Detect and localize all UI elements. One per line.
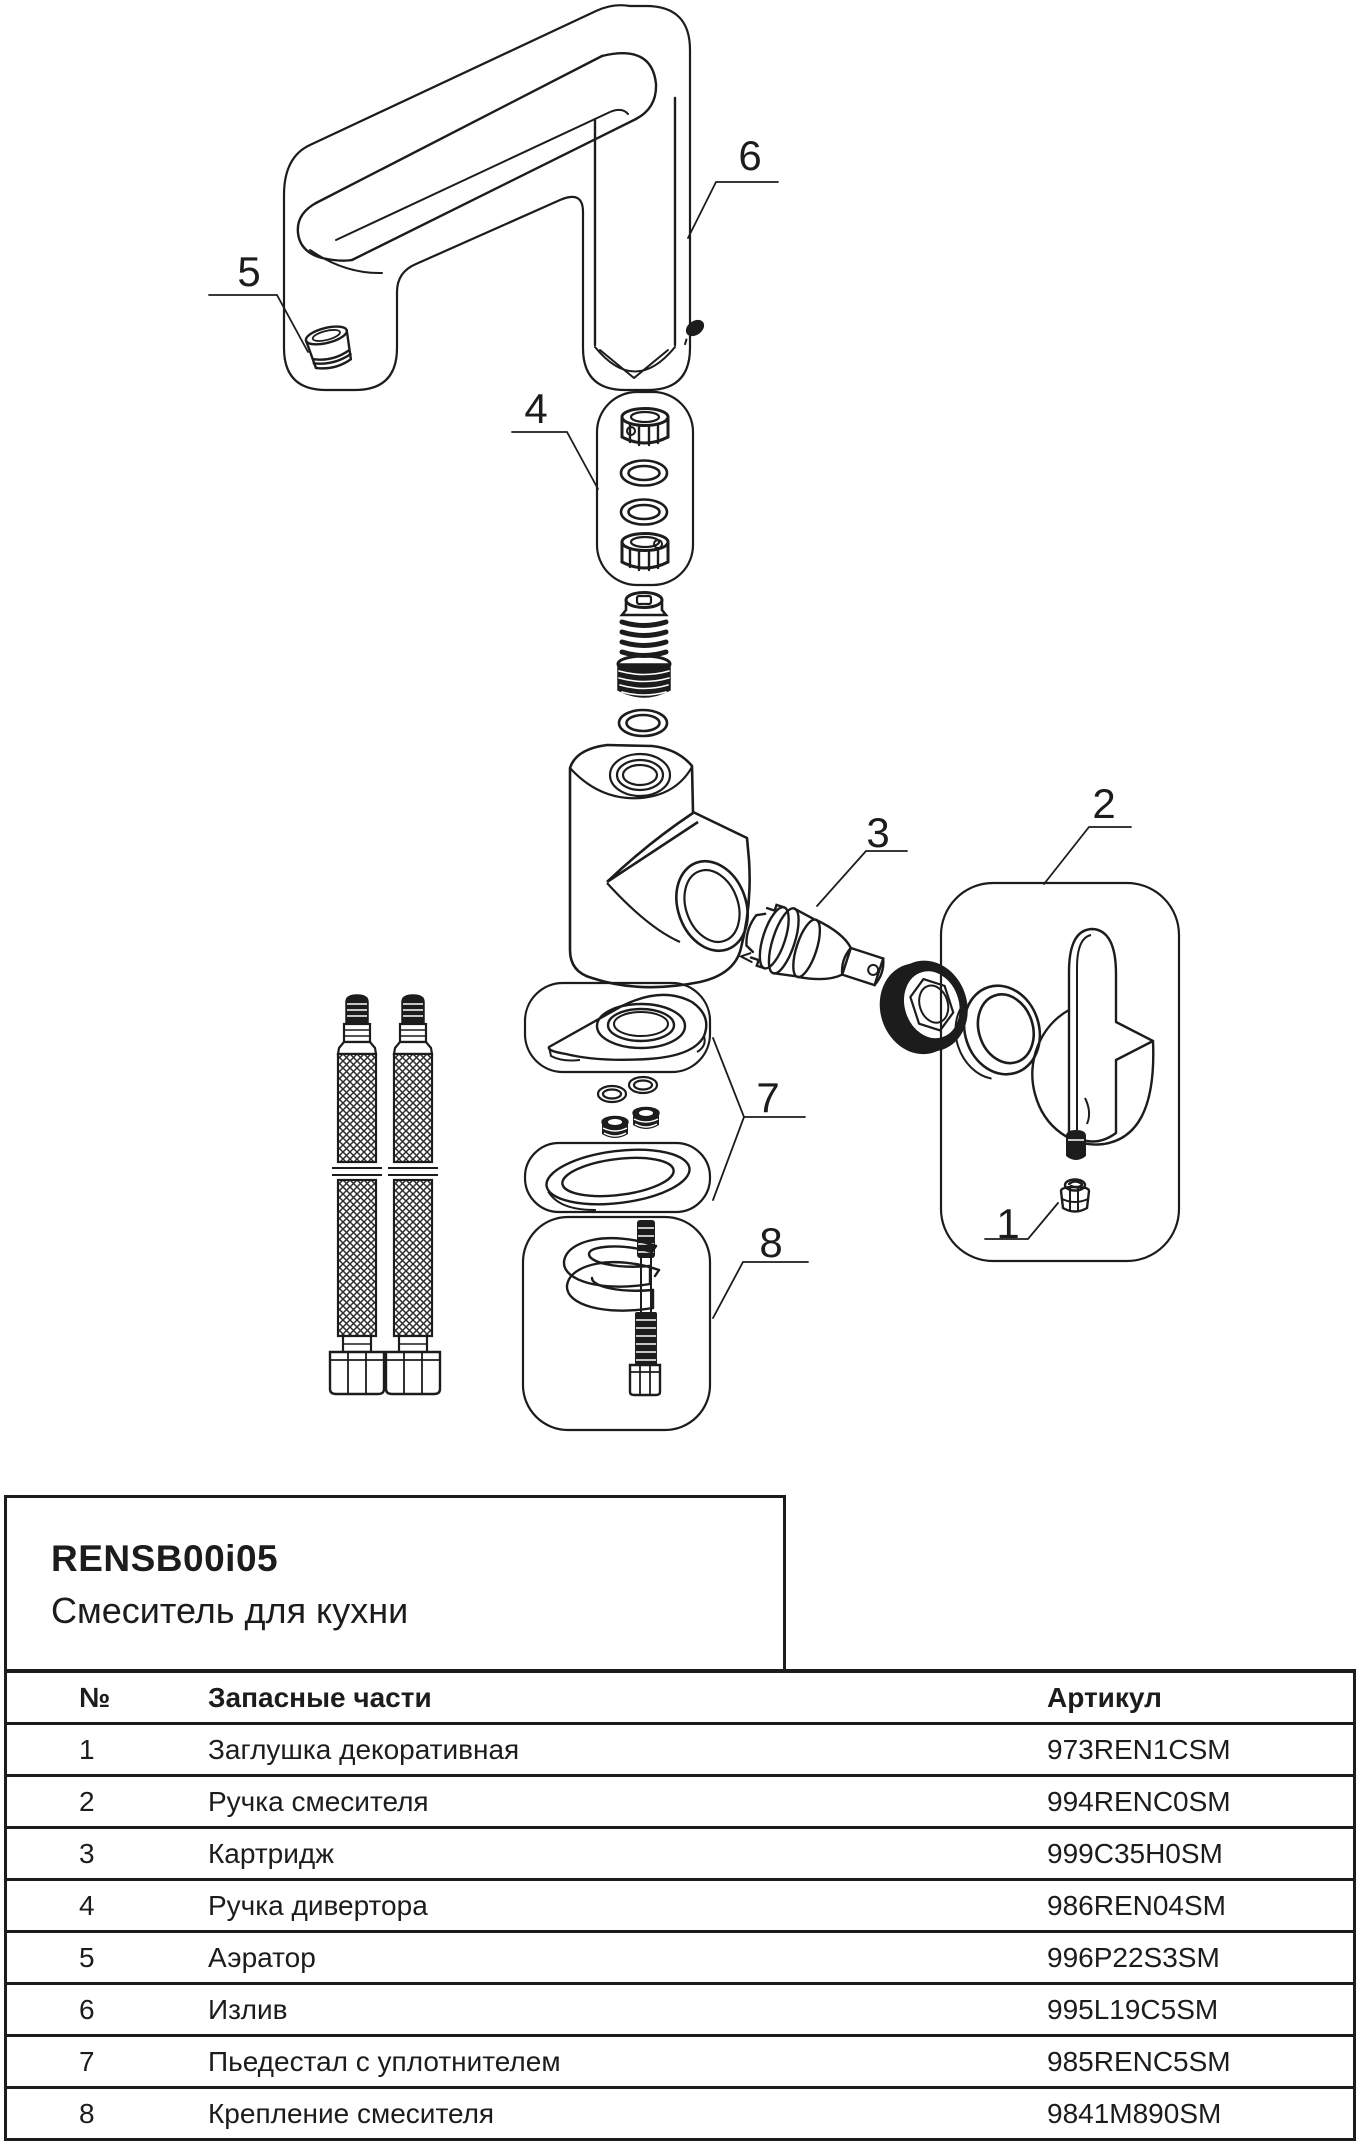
row-name: Аэратор: [208, 1941, 316, 1973]
row-name: Ручка дивертора: [208, 1889, 428, 1921]
row-number: 8: [79, 2097, 95, 2129]
diverter-collar-top: [622, 409, 668, 446]
body-o-ring: [619, 710, 667, 736]
header-name: Запасные части: [208, 1681, 432, 1713]
spare-parts-table: [4, 1669, 1356, 2141]
row-number: 3: [79, 1837, 95, 1869]
row-sku: 973REN1CSM: [1047, 1733, 1231, 1765]
row-sku: 986REN04SM: [1047, 1889, 1226, 1921]
callout-7: 7: [756, 1074, 780, 1121]
callout-1: 1: [996, 1200, 1020, 1247]
table-row: [7, 1878, 1353, 1930]
diverter-collar-bottom: [622, 534, 668, 571]
table-row: [7, 1930, 1353, 1982]
table-row: [7, 1722, 1353, 1774]
mounting-enclosure: [523, 1217, 710, 1430]
mixer-handle: [1032, 929, 1153, 1145]
row-sku: 999C35H0SM: [1047, 1837, 1223, 1869]
diverter-o-ring-2: [621, 500, 667, 525]
flex-hose-left: [330, 995, 384, 1394]
callout-6: 6: [738, 132, 762, 179]
row-name: Крепление смесителя: [208, 2097, 495, 2129]
pedestal-nut-small-2: [633, 1108, 659, 1130]
pedestal-nut-small-1: [602, 1117, 628, 1139]
callout-2: 2: [1092, 780, 1116, 827]
row-number: 4: [79, 1889, 95, 1921]
row-sku: 996P22S3SM: [1047, 1941, 1220, 1973]
base-gasket: [543, 1142, 693, 1215]
table-header-row: [7, 1673, 1353, 1722]
cartridge: [738, 897, 892, 1005]
mounting-clamp: [564, 1238, 659, 1310]
row-sku: 9841M890SM: [1047, 2097, 1222, 2129]
row-name: Картридж: [208, 1837, 334, 1869]
row-name: Ручка смесителя: [208, 1785, 429, 1817]
product-title: Смеситель для кухни: [51, 1590, 409, 1631]
table-row: [7, 2086, 1353, 2138]
callout-5: 5: [237, 248, 261, 295]
row-number: 2: [79, 1785, 95, 1817]
model-code: RENSB00i05: [51, 1538, 279, 1579]
row-number: 5: [79, 1941, 95, 1973]
handle-set-screw-icon: [1066, 1130, 1086, 1160]
aerator: [304, 323, 354, 372]
row-name: Пьедестал с уплотнителем: [208, 2045, 561, 2077]
pedestal-o-ring-small-2: [629, 1077, 657, 1093]
header-sku: Артикул: [1047, 1681, 1162, 1713]
cartridge-nut: [868, 950, 979, 1064]
row-number: 1: [79, 1733, 95, 1765]
row-sku: 995L19C5SM: [1047, 1993, 1219, 2025]
flex-hose-right: [386, 995, 440, 1394]
title-block: [4, 1495, 786, 1673]
diverter-o-ring-1: [621, 461, 667, 486]
table-row: [7, 2034, 1353, 2086]
pedestal-plate: [549, 995, 706, 1061]
row-name: Излив: [208, 1993, 288, 2025]
callout-3: 3: [866, 809, 890, 856]
mounting-nut: [630, 1365, 660, 1395]
row-name: Заглушка декоративная: [208, 1733, 520, 1765]
faucet-body: [570, 745, 760, 987]
row-sku: 985RENC5SM: [1047, 2045, 1231, 2077]
row-number: 7: [79, 2045, 95, 2077]
diverter-stem: [618, 593, 670, 698]
header-number: №: [79, 1681, 111, 1713]
decor-plug: [1061, 1180, 1089, 1212]
gasket-enclosure: [525, 1143, 710, 1212]
pedestal-o-ring-small-1: [598, 1086, 626, 1102]
callout-8: 8: [759, 1219, 783, 1266]
row-sku: 994RENC0SM: [1047, 1785, 1231, 1817]
spout-set-screw-icon: [676, 317, 708, 345]
table-row: [7, 1826, 1353, 1878]
table-row: [7, 1774, 1353, 1826]
spout-drawing: [298, 53, 675, 378]
callout-4: 4: [524, 385, 548, 432]
table-row: [7, 1982, 1353, 2034]
spout-enclosure: [284, 5, 690, 390]
row-number: 6: [79, 1993, 95, 2025]
